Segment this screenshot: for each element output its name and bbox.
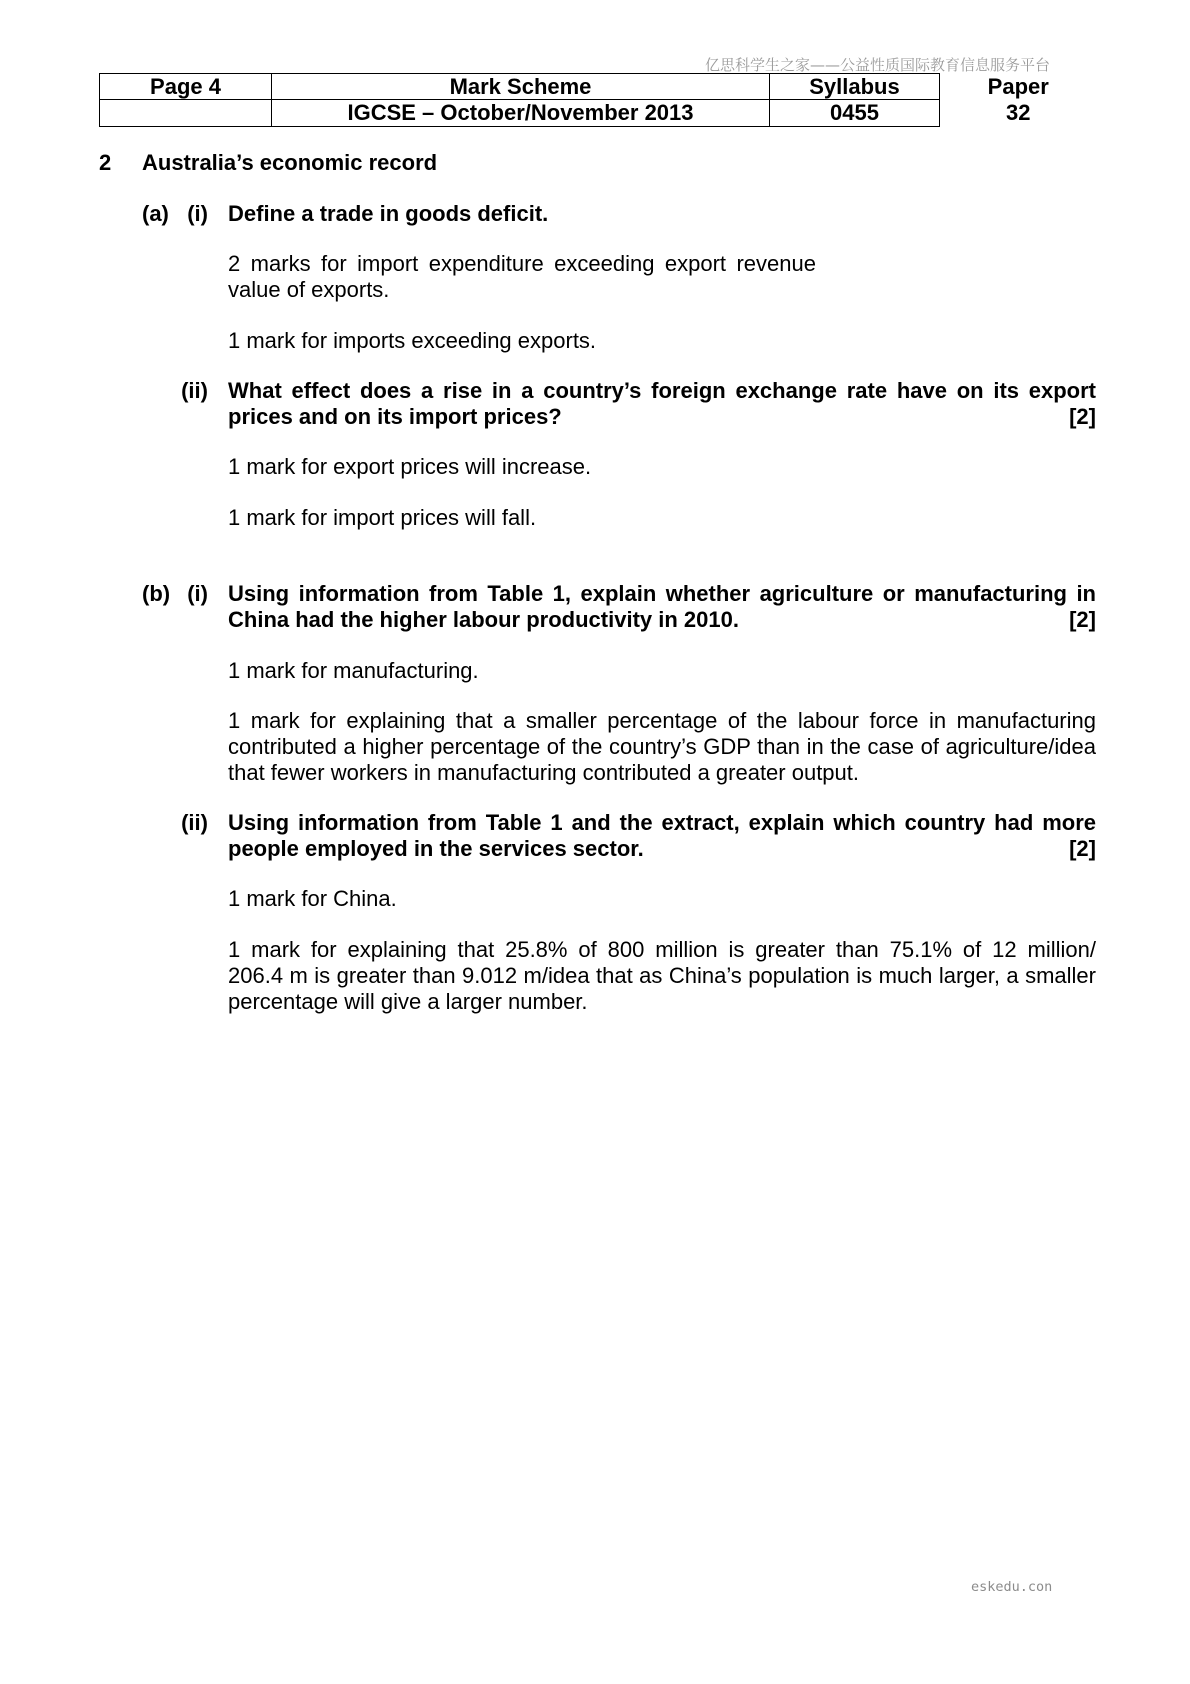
part-a-i-answer-2: 1 mark for imports exceeding exports. <box>228 328 597 353</box>
part-a-label: (a) <box>142 201 169 226</box>
syllabus-code: 0455 <box>770 100 940 127</box>
page-number: Page 4 <box>100 74 272 100</box>
part-b-i-question-line-2 <box>228 607 1096 633</box>
empty-cell <box>100 100 272 127</box>
part-b-ii-answer-2-line-3: percentage will give a larger number. <box>228 989 588 1014</box>
header-row-1 <box>100 74 1097 100</box>
question-number: 2 <box>99 150 112 175</box>
part-b-ii-question-line-1: Using information from Table 1 and the extract, explain which country had more <box>228 810 1096 835</box>
marks-badge: [2] <box>1069 607 1096 632</box>
watermark-text: 亿思科学生之家——公益性质国际教育信息服务平台 <box>704 56 1050 74</box>
part-a-ii-answer-2: 1 mark for import prices will fall. <box>228 505 537 530</box>
part-b-label: (b) <box>142 581 171 606</box>
marks-badge: [2] <box>1069 404 1096 429</box>
part-b-i-answer-2-line-3: that fewer workers in manufacturing contributed a greater output. <box>228 760 860 785</box>
paper-label: Paper <box>940 74 1097 100</box>
document-title: Mark Scheme <box>272 74 770 100</box>
part-b-ii-answer-2-line-1: 1 mark for explaining that 25.8% of 800 million is greater than 75.1% of 12 million/ <box>228 937 1096 962</box>
part-b-i-answer-1: 1 mark for manufacturing. <box>228 658 479 683</box>
part-b-i-label: (i) <box>187 581 208 606</box>
part-a-ii-question-line-2 <box>228 404 1096 430</box>
part-a-ii-question-line-1: What effect does a rise in a country’s foreign exchange rate have on its export <box>228 378 1096 403</box>
part-a-i-label: (i) <box>187 201 208 226</box>
question-text: people employed in the services sector. <box>228 836 644 861</box>
footer-site-text: eskedu.con <box>971 1579 1053 1595</box>
question-title: Australia’s economic record <box>142 150 438 175</box>
syllabus-label: Syllabus <box>770 74 940 100</box>
part-b-ii-answer-1: 1 mark for China. <box>228 886 397 911</box>
part-a-i-answer-1-line-2: value of exports. <box>228 277 390 302</box>
part-b-i-question-line-1: Using information from Table 1, explain whether agriculture or manufacturing in <box>228 581 1096 606</box>
question-text: China had the higher labour productivity in 2010. <box>228 607 739 632</box>
exam-session: IGCSE – October/November 2013 <box>272 100 770 127</box>
marks-badge: [2] <box>1069 836 1096 861</box>
part-a-i-question: Define a trade in goods deficit. <box>228 201 549 226</box>
part-a-ii-answer-1: 1 mark for export prices will increase. <box>228 454 592 479</box>
part-b-i-answer-2-line-2: contributed a higher percentage of the country’s GDP than in the case of agriculture/idea <box>228 734 1096 759</box>
part-a-i-answer-1-line-1: 2 marks for import expenditure exceeding export revenue <box>228 251 816 276</box>
part-b-i-answer-2-line-1: 1 mark for explaining that a smaller percentage of the labour force in manufacturing <box>228 708 1096 733</box>
header-table <box>99 73 1097 127</box>
paper-number: 32 <box>940 100 1097 127</box>
part-b-ii-answer-2-line-2: 206.4 m is greater than 9.012 m/idea that as China’s population is much larger, a smaller <box>228 963 1096 988</box>
part-b-ii-question-line-2 <box>228 836 1096 862</box>
part-a-ii-label: (ii) <box>181 378 208 403</box>
part-b-ii-label: (ii) <box>181 810 208 835</box>
header-row-2 <box>100 100 1097 127</box>
question-text: prices and on its import prices? <box>228 404 562 429</box>
